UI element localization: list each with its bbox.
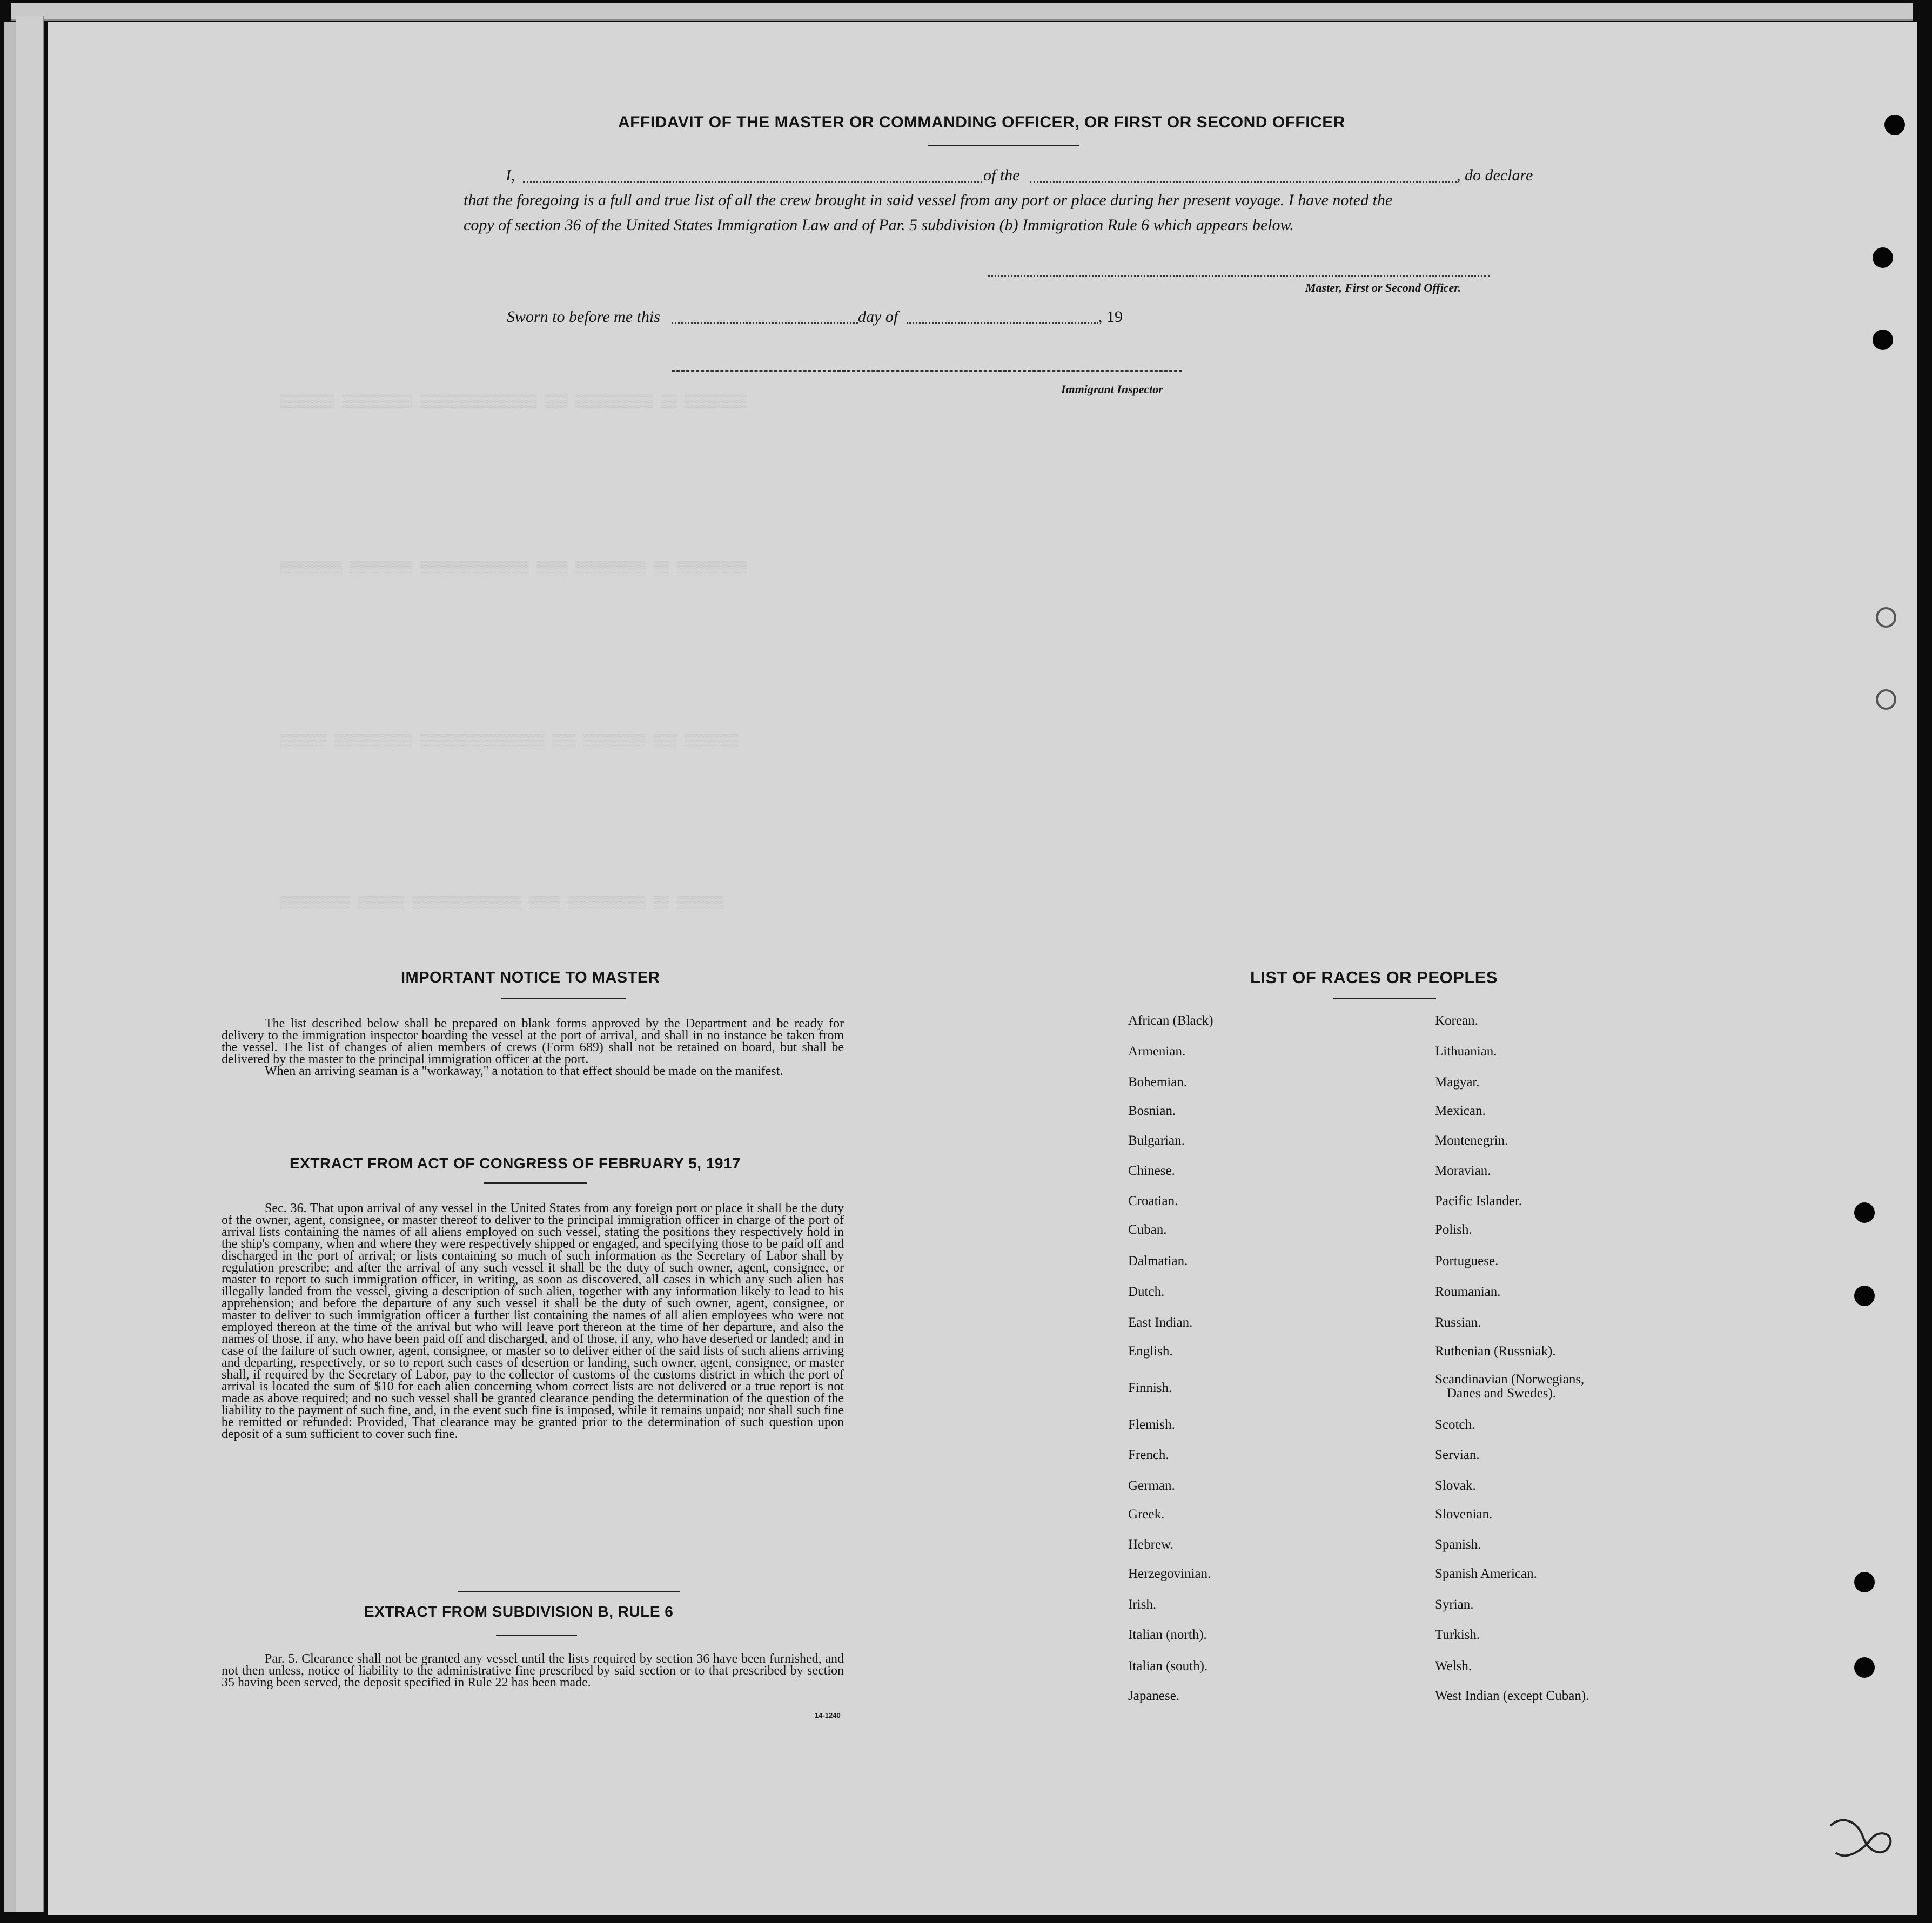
race-item: Cuban. — [1128, 1222, 1167, 1237]
rule-body — [222, 1653, 844, 1689]
race-item: Ruthenian (Russniak). — [1435, 1344, 1556, 1359]
rule-paragraph: Par. 5. Clearance shall not be granted any vessel until the lists required by section 36 have been furnished, and not then unless, notice of liability to the administrative fine prescribed by said section or to that prescribed by section 35 having been served, the deposit specified in Rule 22 has been made. — [222, 1652, 844, 1690]
race-item: Bohemian. — [1128, 1075, 1188, 1090]
punch-hole — [1854, 1286, 1875, 1306]
affidavit-statement-line: that the foregoing is a full and true list of all the crew brought in said vessel from any port or place during her present voyage. I have noted the — [464, 191, 1393, 209]
master-caption: Master, First or Second Officer. — [1305, 281, 1461, 294]
affidavit-of-the: of the — [983, 166, 1020, 184]
sworn-label: Sworn to before me this — [507, 308, 660, 326]
vessel-blank — [1030, 181, 1457, 183]
sworn-month-blank — [907, 322, 1098, 324]
race-item: Italian (south). — [1128, 1659, 1208, 1673]
punch-hole — [1884, 115, 1905, 135]
bleed-through-text: ▒▒▒▒▒▒▒▒ ▒▒▒▒▒▒▒▒ ▒▒▒▒▒▒▒▒▒▒▒▒▒▒ ▒▒▒▒ ▒▒▒▒▒▒▒▒▒ ▒▒ ▒▒▒▒▒▒▒▒▒ — [280, 562, 747, 576]
race-item: West Indian (except Cuban). — [1435, 1689, 1589, 1703]
punch-hole — [1854, 1657, 1875, 1678]
act-underline — [484, 1182, 587, 1184]
punch-hole — [1876, 689, 1896, 710]
affidavit-title: AFFIDAVIT OF THE MASTER OR COMMANDING OFFICER, OR FIRST OR SECOND OFFICER — [618, 113, 1345, 131]
page-edge-left — [16, 16, 44, 1912]
punch-hole — [1854, 1572, 1875, 1592]
race-item: Pacific Islander. — [1435, 1194, 1522, 1208]
race-item: Montenegrin. — [1435, 1133, 1508, 1148]
race-item: Syrian. — [1435, 1597, 1474, 1612]
race-item: Portuguese. — [1435, 1254, 1499, 1268]
race-item: Russian. — [1435, 1315, 1481, 1330]
race-item: Finnish. — [1128, 1381, 1172, 1395]
race-item: Bulgarian. — [1128, 1133, 1185, 1148]
race-item: Spanish American. — [1435, 1566, 1537, 1581]
race-item: Dalmatian. — [1128, 1254, 1188, 1268]
day-of-label: day of — [858, 308, 898, 326]
form-number: 14-1240 — [815, 1711, 841, 1719]
section-divider — [458, 1591, 680, 1592]
race-item: Bosnian. — [1128, 1104, 1176, 1118]
race-item: Lithuanian. — [1435, 1044, 1497, 1059]
race-item: Japanese. — [1128, 1689, 1180, 1703]
race-item: Roumanian. — [1435, 1285, 1501, 1299]
notice-title: IMPORTANT NOTICE TO MASTER — [401, 969, 660, 986]
race-item: African (Black) — [1128, 1013, 1213, 1028]
punch-hole — [1873, 330, 1893, 350]
race-item: Irish. — [1128, 1597, 1157, 1612]
race-item: Armenian. — [1128, 1044, 1186, 1059]
act-title: EXTRACT FROM ACT OF CONGRESS OF FEBRUARY 5, 1917 — [290, 1155, 741, 1172]
race-item: Flemish. — [1128, 1417, 1175, 1432]
race-item: Moravian. — [1435, 1164, 1491, 1178]
race-item: Korean. — [1435, 1013, 1478, 1028]
punch-hole — [1854, 1202, 1875, 1223]
notice-paragraph: When an arriving seaman is a "workaway," a notation to that effect should be made on the manifest. — [265, 1064, 783, 1078]
affidavit-i-label: I, — [506, 166, 515, 184]
master-signature-blank — [988, 275, 1490, 277]
year-label: , 19 — [1098, 308, 1123, 326]
sworn-day-blank — [672, 322, 858, 324]
race-item: Herzegovinian. — [1128, 1566, 1211, 1581]
punch-hole — [1873, 247, 1893, 268]
race-item: Italian (north). — [1128, 1628, 1207, 1642]
race-item: Turkish. — [1435, 1628, 1480, 1642]
bleed-through-text: ▒▒▒▒▒▒▒ ▒▒▒▒▒▒▒▒▒ ▒▒▒▒▒▒▒▒▒▒▒▒▒▒▒ ▒▒▒ ▒▒▒▒▒▒▒▒▒▒ ▒▒ ▒▒▒▒▒▒▒▒ — [280, 394, 747, 409]
inspector-signature-blank — [672, 370, 1182, 372]
race-item: Slovenian. — [1435, 1507, 1493, 1522]
bleed-through-text: ▒▒▒▒▒▒▒▒▒ ▒▒▒▒▒▒ ▒▒▒▒▒▒▒▒▒▒▒▒▒▒ ▒▒▒▒ ▒▒▒▒▒▒▒▒▒▒ ▒▒ ▒▒▒▒▒▒ — [280, 897, 723, 911]
inspector-caption: Immigrant Inspector — [1061, 382, 1163, 396]
title-underline — [928, 145, 1079, 146]
race-item: English. — [1128, 1344, 1173, 1359]
race-item: Servian. — [1435, 1448, 1480, 1462]
affidavit-statement-line: copy of section 36 of the United States Immigration Law and of Par. 5 subdivision (b) Immigration Rule 6 which appears below. — [464, 216, 1294, 234]
races-underline — [1333, 998, 1436, 999]
name-blank — [523, 181, 982, 183]
races-title: LIST OF RACES OR PEOPLES — [1250, 968, 1498, 987]
race-item: Dutch. — [1128, 1285, 1165, 1299]
rule-underline — [496, 1635, 577, 1636]
page-edge-top — [11, 3, 1913, 21]
race-item: German. — [1128, 1478, 1175, 1493]
notice-body — [222, 1018, 844, 1077]
race-item: Danes and Swedes). — [1447, 1386, 1557, 1401]
race-item: Polish. — [1435, 1222, 1472, 1237]
race-item: French. — [1128, 1448, 1169, 1462]
race-item: Welsh. — [1435, 1659, 1472, 1673]
race-item: Slovak. — [1435, 1478, 1476, 1493]
punch-hole — [1876, 607, 1896, 628]
race-item: Spanish. — [1435, 1537, 1481, 1552]
race-item: Scandinavian (Norwegians, — [1435, 1372, 1585, 1387]
handwritten-page-mark — [1825, 1815, 1895, 1864]
race-item: Greek. — [1128, 1507, 1165, 1522]
act-paragraph: Sec. 36. That upon arrival of any vessel in the United States from any foreign port or place it shall be the duty of the owner, agent, consignee, or master thereof to deliver to the principal immigration officer in charge of the port of arrival lists containing the names of all aliens employed on such vessel, stating the positions they respectively hold in the ship's company, when and where they were respectively shipped or engaged, and specifying those to be paid off and discharged in the port of arrival; or lists containing so much of such information as the Secretary of Labor shall by regulation prescribe; and after the arrival of any such vessel it shall be the duty of such owner, agent, consignee, or master to report to such immigration officer, in writing, as soon as discovered, all cases in which any such alien has illegally landed from the vessel, giving a description of such alien, together with any information likely to lead to his apprehension; and before the departure of any such vessel it shall be the duty of such owner, agent, consignee, or master to deliver to such immigration officer a further list containing the names of all alien employees who were not employed thereon at the time of the arrival but who will leave port thereon at the time of her departure, and also the names of those, if any, who have been paid off and discharged, and of those, if any, who have deserted or landed; and in case of the failure of such owner, agent, consignee, or master so to deliver either of the said lists of such aliens arriving and departing, respectively, or so to report such cases of desertion or landing, such owner, agent, consignee, or master shall, if required by the Secretary of Labor, pay to the collector of customs of the customs district in which the port of arrival is located the sum of $10 for each alien concerning whom correct lists are not delivered or a true report is not made as above required; and no such vessel shall be granted clearance pending the determination of the question of the liability to the payment of such fine, and, in the event such fine is imposed, while it remains unpaid; nor shall such fine be remitted or refunded: Provided, That clearance may be granted prior to the determination of such question upon deposit of a sum sufficient to cover such fine. — [222, 1201, 844, 1441]
race-item: Mexican. — [1435, 1104, 1486, 1118]
manifest-page — [48, 22, 1917, 1915]
race-item: Croatian. — [1128, 1194, 1178, 1208]
bleed-through-text: ▒▒▒▒▒▒ ▒▒▒▒▒▒▒▒▒▒ ▒▒▒▒▒▒▒▒▒▒▒▒▒▒▒▒ ▒▒▒ ▒▒▒▒▒▒▒▒ ▒▒▒ ▒▒▒▒▒▒▒ — [280, 735, 739, 749]
page-edge-left-outer — [4, 22, 16, 1912]
race-item: Magyar. — [1435, 1075, 1480, 1090]
race-item: Hebrew. — [1128, 1537, 1173, 1552]
act-body — [222, 1202, 844, 1440]
race-item: Chinese. — [1128, 1164, 1175, 1178]
notice-paragraph: The list described below shall be prepared on blank forms approved by the Department and be ready for delivery to the immigration inspector boarding the vessel at the port of arrival, and shall in no instance be taken from the vessel. The list of changes of alien members of crews (Form 689) shall not be retained on board, but shall be delivered by the master to the principal immigration officer at the port. — [222, 1017, 844, 1066]
rule-title: EXTRACT FROM SUBDIVISION B, RULE 6 — [364, 1603, 674, 1620]
race-item: Scotch. — [1435, 1417, 1475, 1432]
race-item: East Indian. — [1128, 1315, 1193, 1330]
notice-underline — [501, 998, 626, 999]
affidavit-do-declare: , do declare — [1457, 166, 1533, 184]
